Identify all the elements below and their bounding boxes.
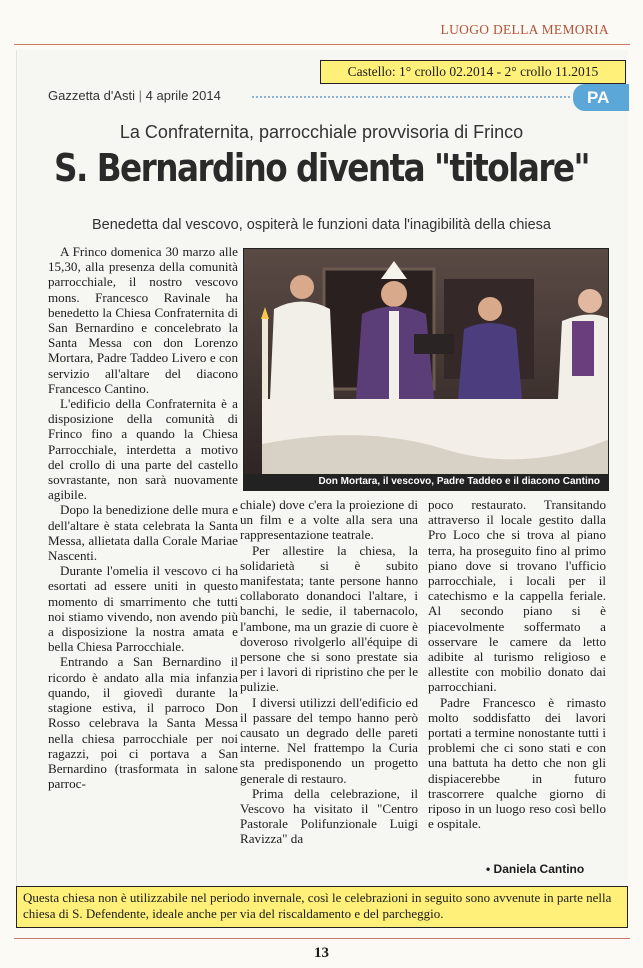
article-kicker: La Confraternita, parrocchiale provvisoria di Frinco	[119, 122, 524, 142]
source-separator: |	[138, 88, 143, 103]
article-column-3	[428, 497, 606, 831]
author-signature: • Daniela Cantino	[486, 862, 585, 876]
paragraph: Padre Francesco è rimasto molto soddisfatto dei lavori portati a termine nonostante tutti i problemi che ci sono stati e con una battuta ha detto che non gli dispiacerebbe in futuro trascorrere qualche giorno di riposo in un luogo reso così bello e ospitale.	[428, 694, 606, 832]
winter-note-highlight: Questa chiesa non è utilizzabile nel periodo invernale, così le celebrazioni in seguito sono avvenute in parte nella chiesa di S. Defendente, ideale anche per via del riscaldamento e del parcheggio.	[16, 886, 628, 928]
source-line	[48, 88, 221, 103]
newspaper-name: Gazzetta d'Asti	[48, 88, 136, 103]
ceremony-photo-illustration	[244, 249, 609, 491]
paragraph: A Frinco domenica 30 marzo alle 15,30, alla presenza della comunità parrocchiale, il nostro vescovo mons. Francesco Ravinale ha benedetto la Chiesa Confraternita di San Bernardino e concelebrato la Santa Messa con don Lorenzo Mortara, Padre Taddeo Livero e con servizio all'altare del diacono Francesco Cantino.	[48, 244, 238, 396]
paragraph: chiale) dove c'era la proiezione di un film e a volte alla sera una rappresentazione teatrale.	[240, 497, 418, 543]
article-headline: S. Bernardino diventa "titolare"	[54, 146, 589, 190]
collapse-dates-highlight: Castello: 1° crollo 02.2014 - 2° crollo 11.2015	[320, 60, 626, 84]
paragraph: Per allestire la chiesa, la solidarietà si è subito manifestata; tante persone hanno collaborato donandoci l'altare, i banchi, le sedie, il tabernacolo, l'ambone, ma un grazie di cuore è doveroso rivolgerlo all'équipe di persone che si sono prestate sia per i lavori di ripristino che per le pulizie.	[240, 542, 418, 695]
top-rule	[14, 44, 630, 45]
article-photo	[243, 248, 609, 491]
section-title: LUOGO DELLA MEMORIA	[440, 22, 609, 37]
paragraph: I diversi utilizzi dell'edificio ed il passare del tempo hanno però causato un degrado delle pareti interne. Nel frattempo la Curia sta predisponendo un progetto generale di restauro.	[240, 694, 418, 786]
paragraph: Entrando a San Bernardino il ricordo è andato alla mia infanzia quando, il giovedì durante la stagione estiva, il parroco Don Rosso celebrava la Santa Messa nella chiesa parrocchiale per noi ragazzi, poi ci portava a San Bernardino (trasformata in salone parroc-	[48, 654, 238, 792]
publication-date: 4 aprile 2014	[145, 88, 221, 103]
section-tab: PA	[573, 84, 629, 111]
photo-caption: Don Mortara, il vescovo, Padre Taddeo e il diacono Cantino	[244, 474, 608, 490]
paragraph: L'edificio della Confraternita è a disposizione della comunità di Frinco fino a quando la Chiesa Parrocchiale, interdetta a motivo del crollo di una parte del castello sovrastante, non sarà nuovamente agibile.	[48, 396, 238, 503]
article-subhead: Benedetta dal vescovo, ospiterà le funzioni data l'inagibilità della chiesa	[91, 217, 551, 233]
paragraph: Durante l'omelia il vescovo ci ha esortati ad essere uniti in questo momento di smarrimento che tutti noi stiamo vivendo, non avendo più a disposizione la nostra amata e bella Chiesa Parrocchiale.	[48, 563, 238, 655]
page-number: 13	[314, 945, 329, 961]
paragraph: Dopo la benedizione delle mura e dell'altare è stata celebrata la Santa Messa, allietata dalla Corale Mariae Nascenti.	[48, 502, 238, 564]
paragraph: Prima della celebrazione, il Vescovo ha visitato il "Centro Pastorale Polifunzionale Luigi Ravizza" da	[240, 785, 418, 847]
article-column-2	[240, 497, 418, 847]
paragraph: poco restaurato. Transitando attraverso il locale gestito dalla Pro Loco che si trova al piano terra, ha proseguito fino al primo piano dove si trovano l'ufficio parrocchiale, i locali per il catechismo e la cappella feriale. Al secondo piano si è piacevolmente soffermato a osservare le camere da letto adibite al turismo religioso e allestite con mobilio donato dai parrocchiani.	[428, 497, 606, 695]
dotted-divider	[252, 96, 570, 98]
bottom-rule	[14, 938, 630, 939]
article-column-1	[48, 244, 238, 791]
